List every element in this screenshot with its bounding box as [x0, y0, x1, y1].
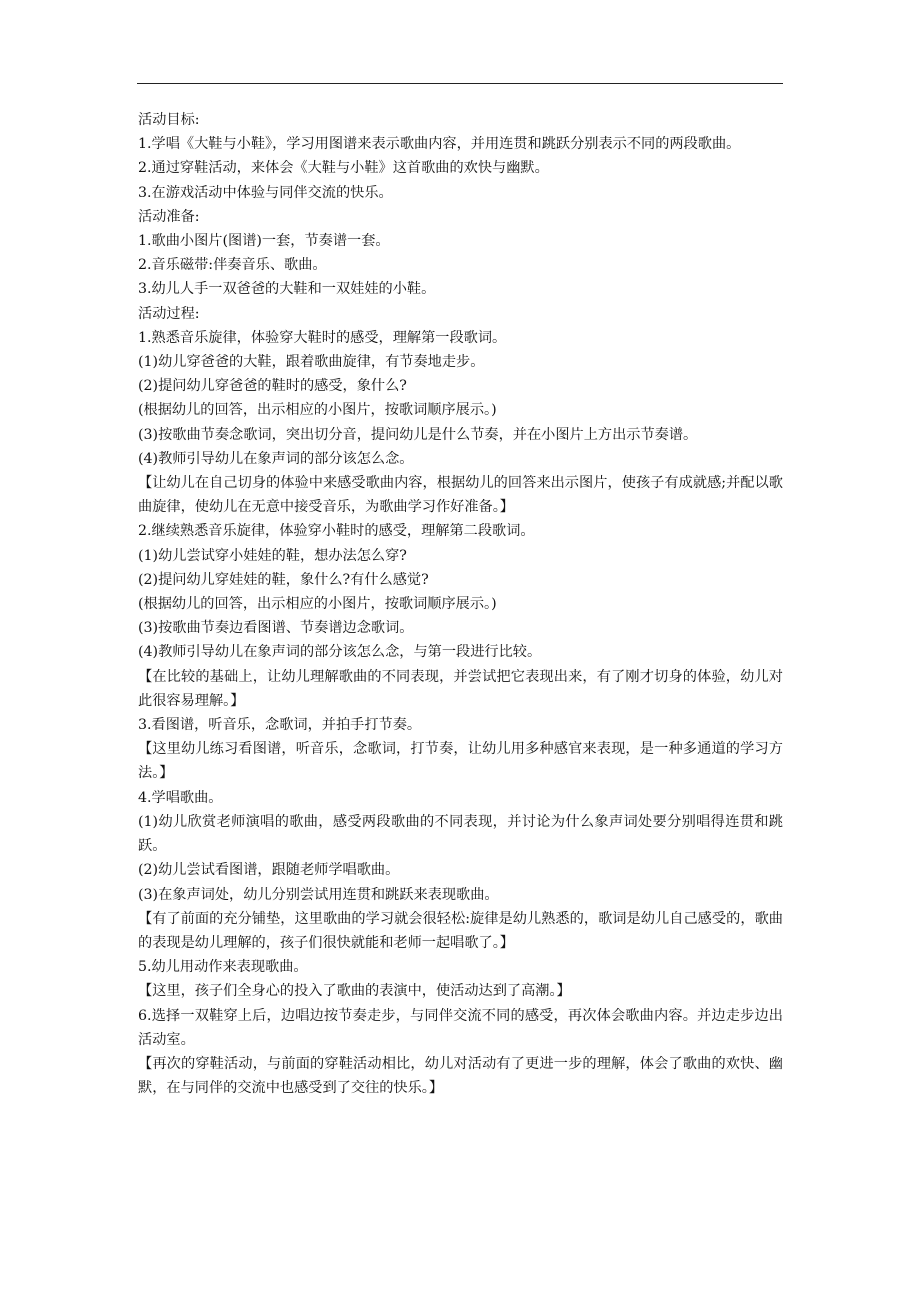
process-step-6: 6.选择一双鞋穿上后，边唱边按节奏走步，与同伴交流不同的感受，再次体会歌曲内容。并边走步边出活动室。 — [138, 1007, 783, 1048]
process-substep: (1)幼儿穿爸爸的大鞋，跟着歌曲旋律，有节奏地走步。 — [138, 354, 485, 371]
goal-item-1: 1.学唱《大鞋与小鞋》，学习用图谱来表示歌曲内容，并用连贯和跳跃分别表示不同的两段歌曲。 — [138, 136, 741, 153]
goal-item-2: 2.通过穿鞋活动，来体会《大鞋与小鞋》这首歌曲的欢快与幽默。 — [138, 160, 549, 177]
process-step-1: 1.熟悉音乐旋律，体验穿大鞋时的感受，理解第一段歌词。 — [138, 329, 507, 346]
header-rule — [137, 83, 783, 84]
commentary-block: 【这里，孩子们全身心的投入了歌曲的表演中，使活动达到了高潮。】 — [138, 983, 571, 1000]
preparation-item-1: 1.歌曲小图片(图谱)一套，节奏谱一套。 — [138, 233, 390, 250]
process-step-3: 3.看图谱，听音乐，念歌词，并拍手打节奏。 — [138, 717, 422, 734]
process-substep: (1)幼儿尝试穿小娃娃的鞋，想办法怎么穿? — [138, 547, 407, 564]
process-substep: (2)幼儿尝试看图谱，跟随老师学唱歌曲。 — [138, 862, 400, 879]
section-heading-process: 活动过程: — [138, 305, 200, 322]
process-step-4: 4.学唱歌曲。 — [138, 789, 223, 806]
process-substep: (1)幼儿欣赏老师演唱的歌曲，感受两段歌曲的不同表现，并讨论为什么象声词处要分别唱得连贯和跳跃。 — [138, 813, 783, 855]
process-substep: (4)教师引导幼儿在象声词的部分该怎么念。 — [138, 450, 414, 467]
commentary-block: 【再次的穿鞋活动，与前面的穿鞋活动相比，幼儿对活动有了更进一步的理解，体会了歌曲的欢快、幽默，在与同伴的交流中也感受到了交往的快乐。】 — [138, 1055, 783, 1097]
section-heading-preparation: 活动准备: — [138, 208, 200, 225]
process-substep: (2)提问幼儿穿娃娃的鞋，象什么?有什么感觉? — [138, 571, 429, 588]
process-note: (根据幼儿的回答，出示相应的小图片，按歌词顺序展示。) — [138, 596, 497, 613]
process-substep: (3)在象声词处，幼儿分别尝试用连贯和跳跃来表现歌曲。 — [138, 886, 499, 903]
preparation-item-3: 3.幼儿人手一双爸爸的大鞋和一双娃娃的小鞋。 — [138, 281, 436, 298]
section-heading-goals: 活动目标: — [138, 112, 200, 128]
commentary-block: 【有了前面的充分铺垫，这里歌曲的学习就会很轻松:旋律是幼儿熟悉的，歌词是幼儿自己感受的，歌曲的表现是幼儿理解的，孩子们很快就能和老师一起唱歌了。】 — [138, 910, 783, 951]
preparation-item-2: 2.音乐磁带:伴奏音乐、歌曲。 — [138, 257, 327, 274]
commentary-block: 【在比较的基础上，让幼儿理解歌曲的不同表现，并尝试把它表现出来，有了刚才切身的体验，幼儿对此很容易理解。】 — [138, 668, 783, 709]
goal-item-3: 3.在游戏活动中体验与同伴交流的快乐。 — [138, 184, 393, 201]
process-substep: (4)教师引导幼儿在象声词的部分该怎么念，与第一段进行比较。 — [138, 644, 542, 661]
process-step-2: 2.继续熟悉音乐旋律，体验穿小鞋时的感受，理解第二段歌词。 — [138, 523, 535, 540]
process-substep: (2)提问幼儿穿爸爸的鞋时的感受，象什么? — [138, 378, 407, 395]
process-step-5: 5.幼儿用动作来表现歌曲。 — [138, 959, 308, 976]
commentary-block: 【这里幼儿练习看图谱，听音乐，念歌词，打节奏，让幼儿用多种感官来表现，是一种多通道的学习方法。】 — [138, 741, 783, 782]
process-note: (根据幼儿的回答，出示相应的小图片，按歌词顺序展示。) — [138, 402, 497, 419]
process-substep: (3)按歌曲节奏念歌词，突出切分音，提问幼儿是什么节奏，并在小图片上方出示节奏谱。 — [138, 426, 698, 443]
process-substep: (3)按歌曲节奏边看图谱、节奏谱边念歌词。 — [138, 620, 414, 637]
document-body — [138, 108, 783, 1100]
commentary-block: 【让幼儿在自己切身的体验中来感受歌曲内容，根据幼儿的回答来出示图片，使孩子有成就感;并配以歌曲旋律，使幼儿在无意中接受音乐，为歌曲学习作好准备。】 — [138, 475, 783, 516]
